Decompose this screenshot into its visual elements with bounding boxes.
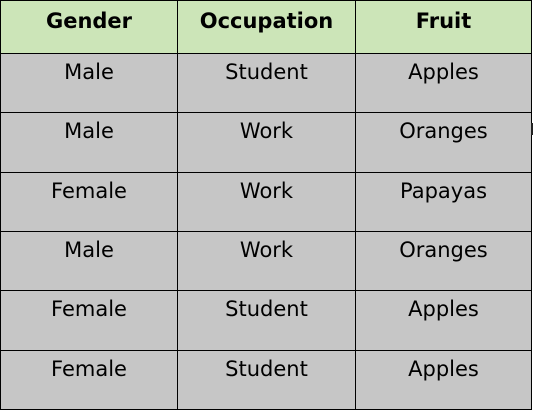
table-header	[1, 1, 532, 54]
cell-gender: Male	[1, 231, 178, 290]
table-row	[1, 231, 532, 290]
cell-gender: Female	[1, 172, 178, 231]
cell-fruit: Papayas	[356, 172, 532, 231]
header-row	[1, 1, 532, 54]
cell-occupation: Student	[178, 291, 356, 350]
cell-fruit: Oranges	[356, 231, 532, 290]
table-body	[1, 54, 532, 410]
cell-fruit: Apples	[356, 54, 532, 113]
header-gender: Gender	[1, 1, 178, 54]
cell-gender: Female	[1, 291, 178, 350]
table-row	[1, 291, 532, 350]
cell-occupation: Student	[178, 54, 356, 113]
header-occupation: Occupation	[178, 1, 356, 54]
cell-fruit: Apples	[356, 291, 532, 350]
header-fruit: Fruit	[356, 1, 532, 54]
table-row	[1, 172, 532, 231]
cell-gender: Female	[1, 350, 178, 409]
cell-gender: Male	[1, 54, 178, 113]
cell-occupation: Work	[178, 231, 356, 290]
cell-occupation: Work	[178, 172, 356, 231]
cell-fruit: Oranges	[356, 113, 532, 172]
table-row	[1, 350, 532, 409]
table-row	[1, 54, 532, 113]
cell-occupation: Work	[178, 113, 356, 172]
cell-occupation: Student	[178, 350, 356, 409]
table-row	[1, 113, 532, 172]
cell-gender: Male	[1, 113, 178, 172]
cell-fruit: Apples	[356, 350, 532, 409]
